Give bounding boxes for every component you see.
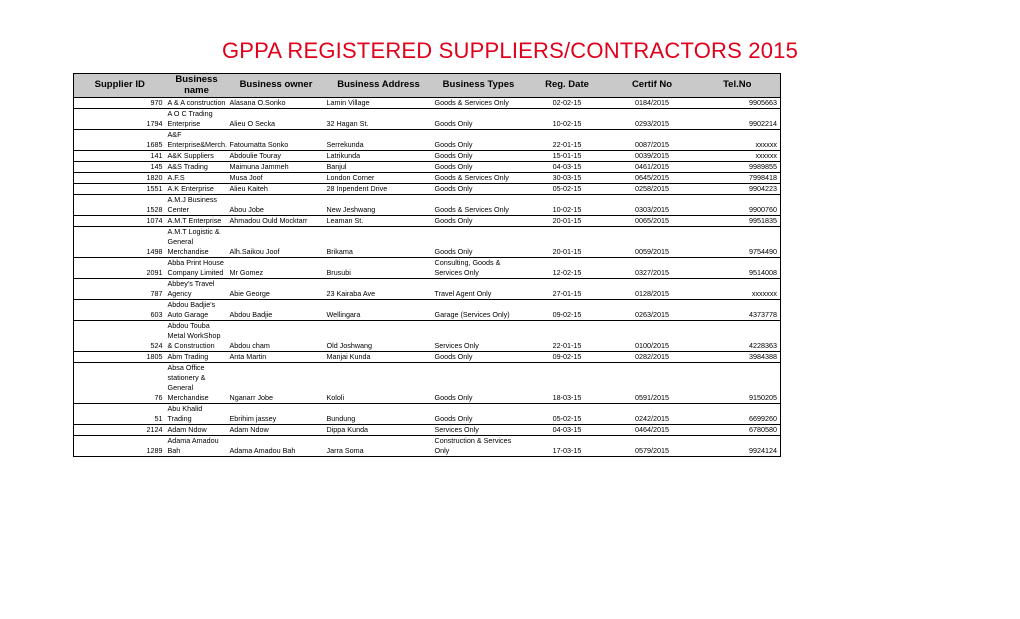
business-type-cell: Services Only (433, 425, 525, 436)
tel-no-cell: 9924124 (695, 436, 781, 457)
business-type-cell: Construction & Services Only (433, 436, 525, 457)
tel-no-cell: 9754490 (695, 227, 781, 258)
business-name-cell: A.F.S (166, 173, 228, 184)
reg-date-cell: 20-01-15 (525, 227, 610, 258)
table-row (74, 321, 781, 352)
business-type-cell: Goods Only (433, 404, 525, 425)
table-row (74, 363, 781, 404)
business-owner-cell: Alasana O.Sonko (228, 98, 325, 109)
supplier-id-cell: 970 (74, 98, 166, 109)
certif-no-cell: 0303/2015 (610, 195, 695, 216)
table-row (74, 436, 781, 457)
reg-date-cell: 30-03-15 (525, 173, 610, 184)
business-type-cell: Goods Only (433, 162, 525, 173)
table-row (74, 130, 781, 151)
business-owner-cell: Ebrihim jassey (228, 404, 325, 425)
business-name-cell: Abba Print House Company Limited (166, 258, 228, 279)
business-type-cell: Goods Only (433, 130, 525, 151)
business-owner-cell: Abdoulie Touray (228, 151, 325, 162)
certif-no-cell: 0242/2015 (610, 404, 695, 425)
col-header-business-owner: Business owner (228, 74, 325, 98)
business-name-cell: A & A construction (166, 98, 228, 109)
reg-date-cell: 20-01-15 (525, 216, 610, 227)
business-owner-cell: Abie George (228, 279, 325, 300)
table-row (74, 195, 781, 216)
business-owner-cell: Abou Jobe (228, 195, 325, 216)
page-title: GPPA REGISTERED SUPPLIERS/CONTRACTORS 2015 (221, 38, 799, 63)
business-owner-cell: Alh.Saikou Joof (228, 227, 325, 258)
business-owner-cell: Fatoumatta Sonko (228, 130, 325, 151)
supplier-id-cell: 787 (74, 279, 166, 300)
business-type-cell: Goods & Services Only (433, 98, 525, 109)
business-type-cell: Goods Only (433, 184, 525, 195)
business-address-cell: Serrekunda (325, 130, 433, 151)
business-address-cell: Old Joshwang (325, 321, 433, 352)
certif-no-cell: 0263/2015 (610, 300, 695, 321)
table-row (74, 300, 781, 321)
business-owner-cell: Ahmadou Ould Mocktarr (228, 216, 325, 227)
business-name-cell: Abu Khalid Trading (166, 404, 228, 425)
business-type-cell: Garage (Services Only) (433, 300, 525, 321)
business-name-cell: Adam Ndow (166, 425, 228, 436)
business-address-cell: Banjul (325, 162, 433, 173)
certif-no-cell: 0258/2015 (610, 184, 695, 195)
supplier-id-cell: 1289 (74, 436, 166, 457)
tel-no-cell: 3984388 (695, 352, 781, 363)
certif-no-cell: 0059/2015 (610, 227, 695, 258)
header-row (74, 74, 781, 98)
business-owner-cell: Adama Amadou Bah (228, 436, 325, 457)
business-owner-cell: Musa Joof (228, 173, 325, 184)
business-name-cell: Adama Amadou Bah (166, 436, 228, 457)
supplier-id-cell: 1551 (74, 184, 166, 195)
business-type-cell: Consulting, Goods & Services Only (433, 258, 525, 279)
reg-date-cell: 09-02-15 (525, 352, 610, 363)
business-type-cell: Goods Only (433, 109, 525, 130)
business-owner-cell: Anta Martin (228, 352, 325, 363)
reg-date-cell: 18-03-15 (525, 363, 610, 404)
supplier-id-cell: 76 (74, 363, 166, 404)
col-header-reg-date: Reg. Date (525, 74, 610, 98)
supplier-id-cell: 141 (74, 151, 166, 162)
certif-no-cell: 0293/2015 (610, 109, 695, 130)
business-type-cell: Goods Only (433, 216, 525, 227)
table-row (74, 216, 781, 227)
col-header-business-address: Business Address (325, 74, 433, 98)
tel-no-cell: 9902214 (695, 109, 781, 130)
table-row (74, 184, 781, 195)
certif-no-cell: 0579/2015 (610, 436, 695, 457)
business-owner-cell: Adam Ndow (228, 425, 325, 436)
table-row (74, 151, 781, 162)
tel-no-cell: xxxxxx (695, 130, 781, 151)
business-type-cell: Services Only (433, 321, 525, 352)
reg-date-cell: 04-03-15 (525, 425, 610, 436)
reg-date-cell: 15-01-15 (525, 151, 610, 162)
business-type-cell: Goods & Services Only (433, 195, 525, 216)
business-address-cell: 28 Inpendent Drive (325, 184, 433, 195)
table-row (74, 404, 781, 425)
table-row (74, 425, 781, 436)
supplier-id-cell: 1685 (74, 130, 166, 151)
tel-no-cell: 9514008 (695, 258, 781, 279)
tel-no-cell: xxxxxx (695, 151, 781, 162)
reg-date-cell: 09-02-15 (525, 300, 610, 321)
supplier-id-cell: 145 (74, 162, 166, 173)
supplier-id-cell: 1498 (74, 227, 166, 258)
business-name-cell: A O C Trading Enterprise (166, 109, 228, 130)
business-name-cell: A.M.T Enterprise (166, 216, 228, 227)
business-address-cell: Kololi (325, 363, 433, 404)
business-name-cell: Abm Trading (166, 352, 228, 363)
business-address-cell: 32 Hagan St. (325, 109, 433, 130)
table-row (74, 98, 781, 109)
business-name-cell: A.M.T Logistic & General Merchandise (166, 227, 228, 258)
tel-no-cell: 9900760 (695, 195, 781, 216)
business-name-cell: Abdou Badjie's Auto Garage (166, 300, 228, 321)
business-name-cell: A&F Enterprise&Merch. (167, 130, 228, 149)
business-address-cell: Dippa Kunda (325, 425, 433, 436)
reg-date-cell: 05-02-15 (525, 184, 610, 195)
table-row (74, 258, 781, 279)
supplier-id-cell: 1794 (74, 109, 166, 130)
certif-no-cell: 0184/2015 (610, 98, 695, 109)
reg-date-cell: 12-02-15 (525, 258, 610, 279)
supplier-id-cell: 51 (74, 404, 166, 425)
tel-no-cell: 9989855 (695, 162, 781, 173)
tel-no-cell: 9150205 (695, 363, 781, 404)
business-owner-cell: Alieu O Secka (228, 109, 325, 130)
certif-no-cell: 0327/2015 (610, 258, 695, 279)
col-header-business-types: Business Types (433, 74, 525, 98)
table-row (74, 227, 781, 258)
business-address-cell: Brusubi (325, 258, 433, 279)
business-name-cell: Abdou Touba Metal WorkShop & Construction (166, 321, 228, 352)
col-header-business-name: Business name (166, 74, 228, 98)
reg-date-cell: 10-02-15 (525, 109, 610, 130)
business-address-cell: Leaman St. (325, 216, 433, 227)
certif-no-cell: 0065/2015 (610, 216, 695, 227)
business-address-cell: Manjai Kunda (325, 352, 433, 363)
business-owner-cell: Mr Gomez (228, 258, 325, 279)
reg-date-cell: 22-01-15 (525, 130, 610, 151)
business-address-cell: Bundung (325, 404, 433, 425)
supplier-id-cell: 2091 (74, 258, 166, 279)
business-name-cell: Absa Office stationery & General Merchandise (166, 363, 228, 404)
business-owner-cell: Nganarr Jobe (228, 363, 325, 404)
tel-no-cell: 6780580 (695, 425, 781, 436)
business-address-cell: Lamin Village (325, 98, 433, 109)
reg-date-cell: 04-03-15 (525, 162, 610, 173)
reg-date-cell: 17-03-15 (525, 436, 610, 457)
reg-date-cell: 27-01-15 (525, 279, 610, 300)
certif-no-cell: 0087/2015 (610, 130, 695, 151)
reg-date-cell: 05-02-15 (525, 404, 610, 425)
business-name-cell: Abbey's Travel Agency (166, 279, 228, 300)
table-row (74, 173, 781, 184)
table-row (74, 279, 781, 300)
tel-no-cell: 4228363 (695, 321, 781, 352)
business-name-cell: A.K Enterprise (166, 184, 228, 195)
business-name-cell: A&K Suppliers (166, 151, 228, 162)
certif-no-cell: 0282/2015 (610, 352, 695, 363)
certif-no-cell: 0128/2015 (610, 279, 695, 300)
business-type-cell: Goods Only (433, 151, 525, 162)
business-owner-cell: Alieu Kaiteh (228, 184, 325, 195)
business-address-cell: 23 Kairaba Ave (325, 279, 433, 300)
certif-no-cell: 0591/2015 (610, 363, 695, 404)
business-type-cell: Goods Only (433, 352, 525, 363)
table-row (74, 162, 781, 173)
business-owner-cell: Maimuna Jammeh (228, 162, 325, 173)
col-header-supplier-id: Supplier ID (74, 74, 166, 98)
tel-no-cell: 9951835 (695, 216, 781, 227)
certif-no-cell: 0645/2015 (610, 173, 695, 184)
supplier-id-cell: 1820 (74, 173, 166, 184)
tel-no-cell: 7998418 (695, 173, 781, 184)
supplier-id-cell: 1528 (74, 195, 166, 216)
certif-no-cell: 0039/2015 (610, 151, 695, 162)
business-address-cell: Latrikunda (325, 151, 433, 162)
tel-no-cell: 9904223 (695, 184, 781, 195)
col-header-certif-no: Certif No (610, 74, 695, 98)
supplier-id-cell: 1805 (74, 352, 166, 363)
business-name-cell: A&S Trading (166, 162, 228, 173)
suppliers-table (73, 73, 781, 457)
business-type-cell: Goods Only (433, 363, 525, 404)
reg-date-cell: 10-02-15 (525, 195, 610, 216)
table-row (74, 352, 781, 363)
tel-no-cell: 9905663 (695, 98, 781, 109)
certif-no-cell: 0100/2015 (610, 321, 695, 352)
supplier-id-cell: 603 (74, 300, 166, 321)
reg-date-cell: 22-01-15 (525, 321, 610, 352)
business-address-cell: Wellingara (325, 300, 433, 321)
business-address-cell: New Jeshwang (325, 195, 433, 216)
tel-no-cell: 6699260 (695, 404, 781, 425)
tel-no-cell: xxxxxxx (695, 279, 781, 300)
business-address-cell: Jarra Soma (325, 436, 433, 457)
tel-no-cell: 4373778 (695, 300, 781, 321)
reg-date-cell: 02-02-15 (525, 98, 610, 109)
business-owner-cell: Abdou cham (228, 321, 325, 352)
table-row (74, 109, 781, 130)
certif-no-cell: 0461/2015 (610, 162, 695, 173)
col-header-tel-no: Tel.No (695, 74, 781, 98)
business-type-cell: Travel Agent Only (433, 279, 525, 300)
business-name-cell: A.M.J Business Center (166, 195, 228, 216)
business-owner-cell: Abdou Badjie (228, 300, 325, 321)
supplier-id-cell: 1074 (74, 216, 166, 227)
business-type-cell: Goods Only (433, 227, 525, 258)
business-address-cell: Brikama (325, 227, 433, 258)
supplier-id-cell: 524 (74, 321, 166, 352)
certif-no-cell: 0464/2015 (610, 425, 695, 436)
business-address-cell: London Corner (325, 173, 433, 184)
business-type-cell: Goods & Services Only (433, 173, 525, 184)
supplier-id-cell: 2124 (74, 425, 166, 436)
